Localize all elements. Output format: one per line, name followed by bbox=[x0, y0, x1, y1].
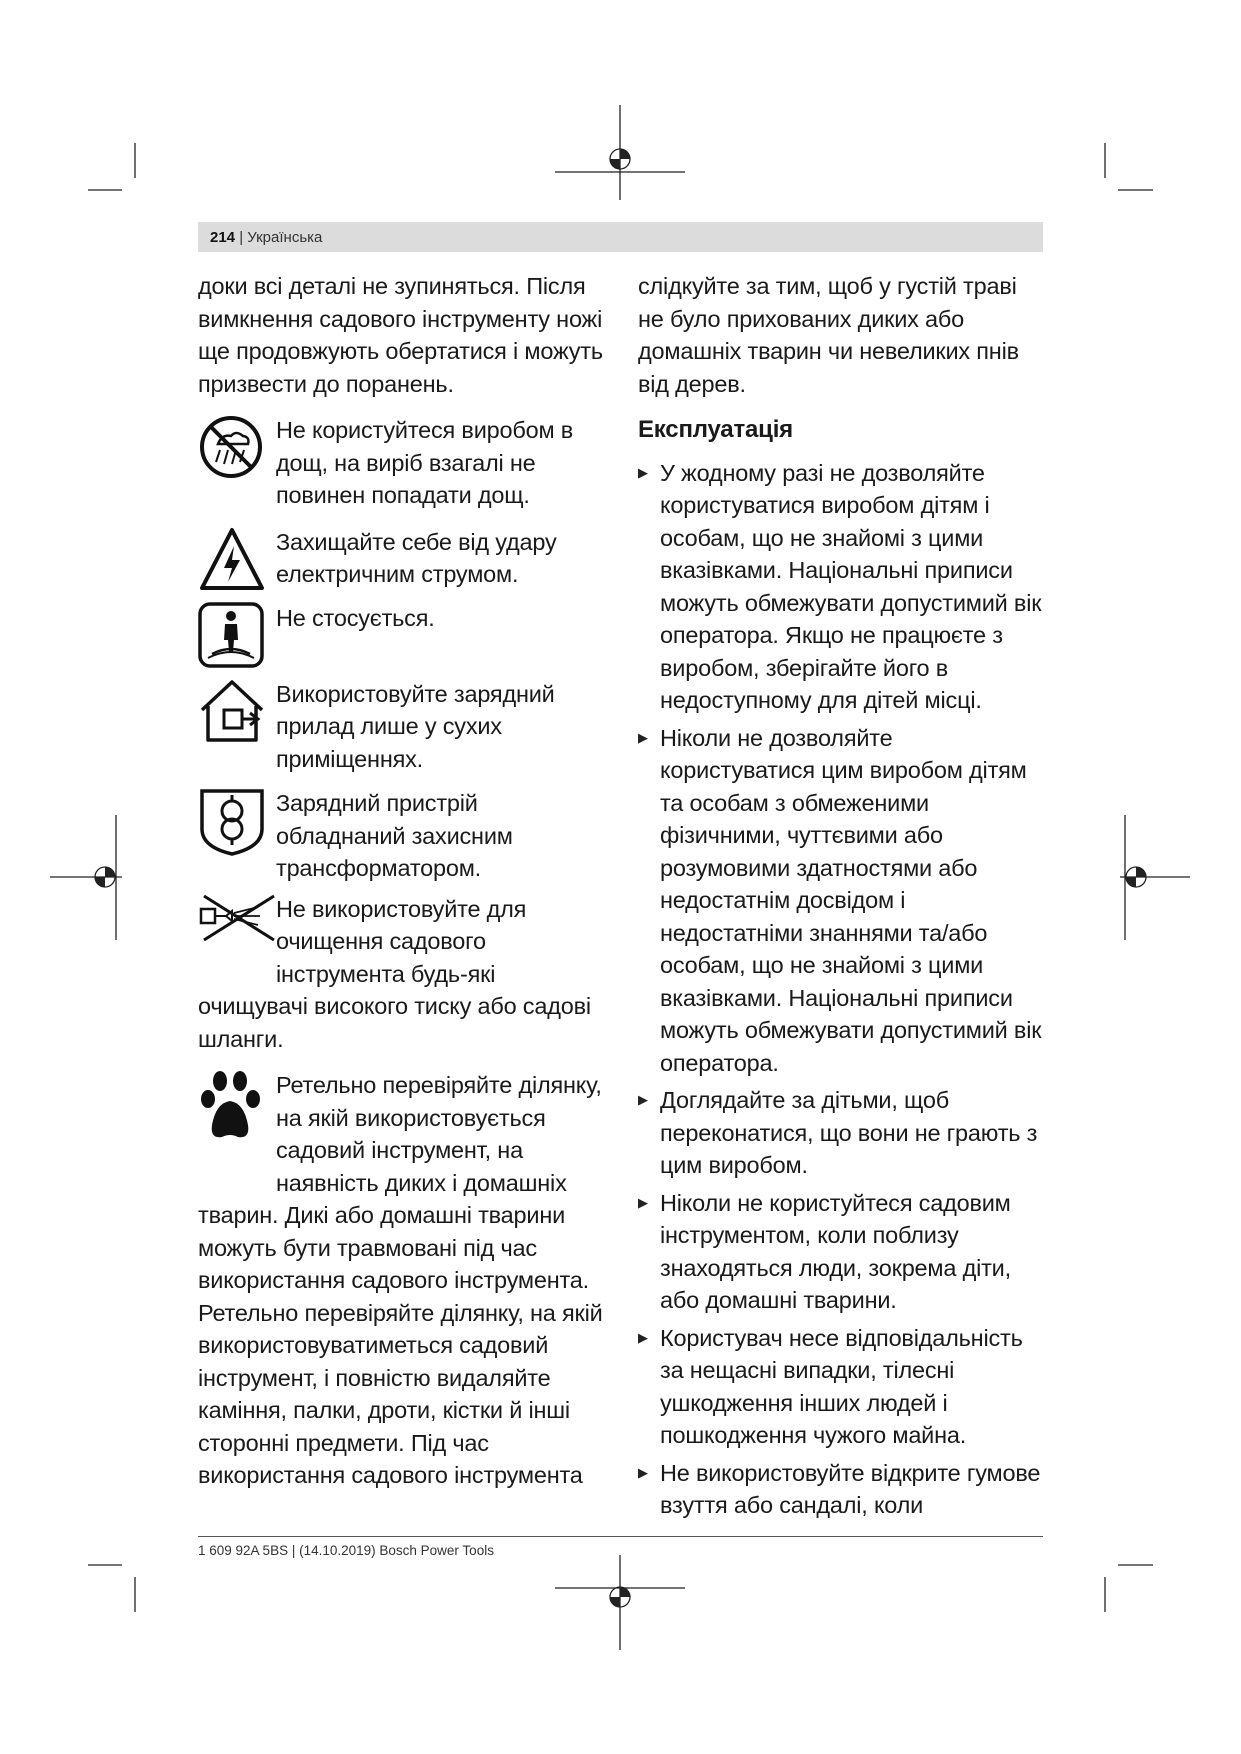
animals-text: Ретельно перевіряйте ділянку, на якій використовується садовий інструмент, на наявність диких і домашніх тварин. Дикі або домашні тварини можуть бути травмовані під час використання садового інструмента. Ретельно перевіряйте ділянку, на якій використовуватиметься садовий інструмент, і повністю видаляйте каміння, палки, дроти, кістки й інші сторонні предмети. Під час використання садового інструмента bbox=[198, 1072, 603, 1488]
list-item: ▶ Користувач несе відповідальність за нещасні випадки, тілесні ушкодження інших людей і пошкодження чужого майна. bbox=[638, 1322, 1048, 1452]
list-item: ▶ Ніколи не користуйтеся садовим інструментом, коли поблизу знаходяться люди, зокрема діти, або домашні тварини. bbox=[638, 1187, 1048, 1317]
continuation-paragraph: слідкуйте за тим, щоб у густій траві не було прихованих диких або домашніх тварин чи невеликих пнів від дерев. bbox=[638, 273, 1019, 397]
symbol-text-indoor: Використовуйте зарядний прилад лише у сухих приміщеннях. bbox=[276, 680, 555, 772]
page-footer: 1 609 92A 5BS | (14.10.2019) Bosch Power Tools bbox=[198, 1543, 494, 1558]
electric-shock-warning-icon bbox=[198, 526, 276, 594]
no-rain-icon bbox=[198, 414, 276, 480]
symbol-row-indoor bbox=[198, 678, 608, 776]
symbol-text-rain: Не користуйтеся виробом в дощ, на виріб взагалі не повинен попадати дощ. bbox=[276, 417, 574, 508]
no-pressure-washer-text: Не використовуйте для очищення садового інструмента будь-які очищувачі високого тиску або садові шланги. bbox=[198, 895, 591, 1052]
symbol-text-transformer: Зарядний пристрій обладнаний захисним трансформатором. bbox=[276, 790, 513, 881]
lawn-operator-icon bbox=[198, 602, 276, 668]
page-number: 214 bbox=[210, 229, 236, 246]
right-column bbox=[638, 270, 1048, 1527]
no-pressure-washer-icon bbox=[198, 893, 276, 959]
symbol-row-rain bbox=[198, 414, 608, 512]
symbol-row-transformer bbox=[198, 787, 608, 885]
indoor-use-icon bbox=[198, 678, 276, 744]
section-title: Експлуатація bbox=[638, 416, 793, 443]
symbol-row-electric bbox=[198, 526, 608, 594]
list-item: ▶ Не використовуйте відкрите гумове взуття або сандалі, коли bbox=[638, 1457, 1048, 1522]
symbol-text-electric: Захищайте себе від удару електричним струмом. bbox=[276, 528, 557, 587]
symbol-row-pressure-washer bbox=[198, 893, 608, 1056]
paw-print-icon bbox=[198, 1069, 276, 1167]
safety-transformer-icon bbox=[198, 787, 276, 857]
footer-divider bbox=[198, 1536, 1043, 1537]
page-header: 214 | Українська bbox=[210, 229, 323, 246]
page-header-bar bbox=[198, 222, 1043, 252]
intro-paragraph: доки всі деталі не зупиняться. Після вимкнення садового інструменту ножі ще продовжують обертатися і можуть призвести до поранень. bbox=[198, 273, 603, 397]
symbol-row-animals bbox=[198, 1069, 608, 1492]
list-item: ▶ Ніколи не дозволяйте користуватися цим виробом дітям та особам з обмеженими фізичними, чуттєвими або розумовими здатностями або недостатнім досвідом і недостатніми знаннями та/або особам, що не знайомі з цими вказівками. Національні приписи можуть обмежувати допустимий вік оператора. bbox=[638, 722, 1048, 1080]
list-item: ▶ Доглядайте за дітьми, щоб переконатися, що вони не грають з цим виробом. bbox=[638, 1084, 1048, 1182]
safety-bullet-list bbox=[638, 457, 1048, 1522]
symbol-row-operator bbox=[198, 602, 608, 668]
header-language: Українська bbox=[247, 229, 323, 246]
symbol-text-operator: Не стосується. bbox=[276, 604, 435, 631]
left-column bbox=[198, 270, 608, 1492]
list-item: ▶ У жодному разі не дозволяйте користуватися виробом дітям і особам, що не знайомі з цими вказівками. Національні приписи можуть обмежувати допустимий вік оператора. Якщо не працюєте з виробом, зберігайте його в недоступному для дітей місці. bbox=[638, 457, 1048, 717]
